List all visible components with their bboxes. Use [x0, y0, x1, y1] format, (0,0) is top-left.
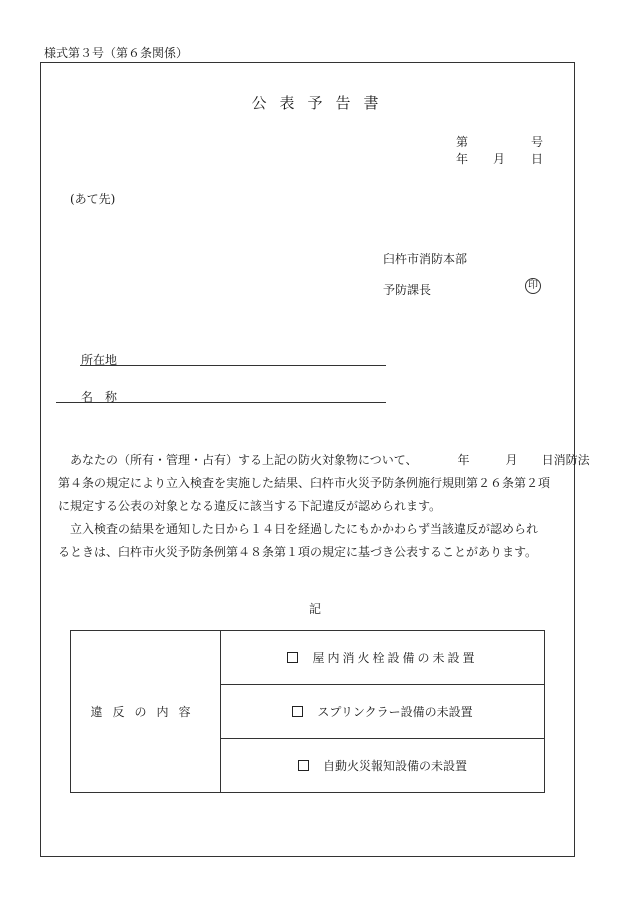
- notice-body: [58, 449, 590, 564]
- checkbox-icon: [292, 706, 303, 717]
- violation-item-label: 屋内消火栓設備の未設置: [312, 651, 478, 665]
- location-underline: [80, 365, 386, 366]
- body-line-5: るときは、臼杵市火災予防条例第４８条第１項の規定に基づき公表することがあります。: [58, 545, 538, 559]
- checkbox-icon: [287, 652, 298, 663]
- doc-number-go: 号: [531, 135, 544, 149]
- checkbox-icon: [298, 760, 309, 771]
- violation-table: [70, 630, 545, 793]
- name-label: 名 称: [81, 390, 118, 404]
- body-line-1: [58, 449, 590, 472]
- sender-title: 予防課長: [383, 283, 432, 297]
- body-line-3: に規定する公表の対象となる違反に該当する下記違反が認められます。: [58, 499, 442, 513]
- ki-heading: 記: [308, 602, 321, 616]
- violation-item-cell: [221, 631, 545, 685]
- date-month: 月: [493, 152, 506, 166]
- date-year: 年: [456, 152, 469, 166]
- body-line-1-month: 月: [505, 453, 518, 467]
- sender-organization: 臼杵市消防本部: [383, 252, 468, 266]
- violation-item-label: 自動火災報知設備の未設置: [322, 759, 467, 773]
- violation-item-cell: [221, 739, 545, 793]
- violation-item-cell: [221, 685, 545, 739]
- body-line-1-text: あなたの（所有・管理・占有）する上記の防火対象物について、: [70, 453, 418, 467]
- addressee-label: (あて先): [70, 192, 116, 206]
- location-label: 所在地: [81, 353, 118, 367]
- doc-number-dai: 第: [456, 135, 469, 149]
- body-line-4: 立入検査の結果を通知した日から１４日を経過したにもかかわらず当該違反が認められ: [70, 522, 539, 536]
- seal-mark-icon: 印: [525, 278, 541, 294]
- table-row: [71, 631, 545, 685]
- body-line-1-end: 日消防法: [541, 453, 590, 467]
- violation-header-cell: 違反の内容: [71, 631, 221, 793]
- document-title: 公表予告書: [251, 94, 392, 112]
- name-underline: [56, 402, 386, 403]
- violation-item-label: スプリンクラー設備の未設置: [317, 705, 473, 719]
- form-number-label: 様式第３号（第６条関係）: [44, 46, 189, 60]
- body-line-1-year: 年: [457, 453, 470, 467]
- body-line-2: 第４条の規定により立入検査を実施した結果、臼杵市火災予防条例施行規則第２６条第２項: [58, 476, 551, 490]
- date-day: 日: [531, 152, 544, 166]
